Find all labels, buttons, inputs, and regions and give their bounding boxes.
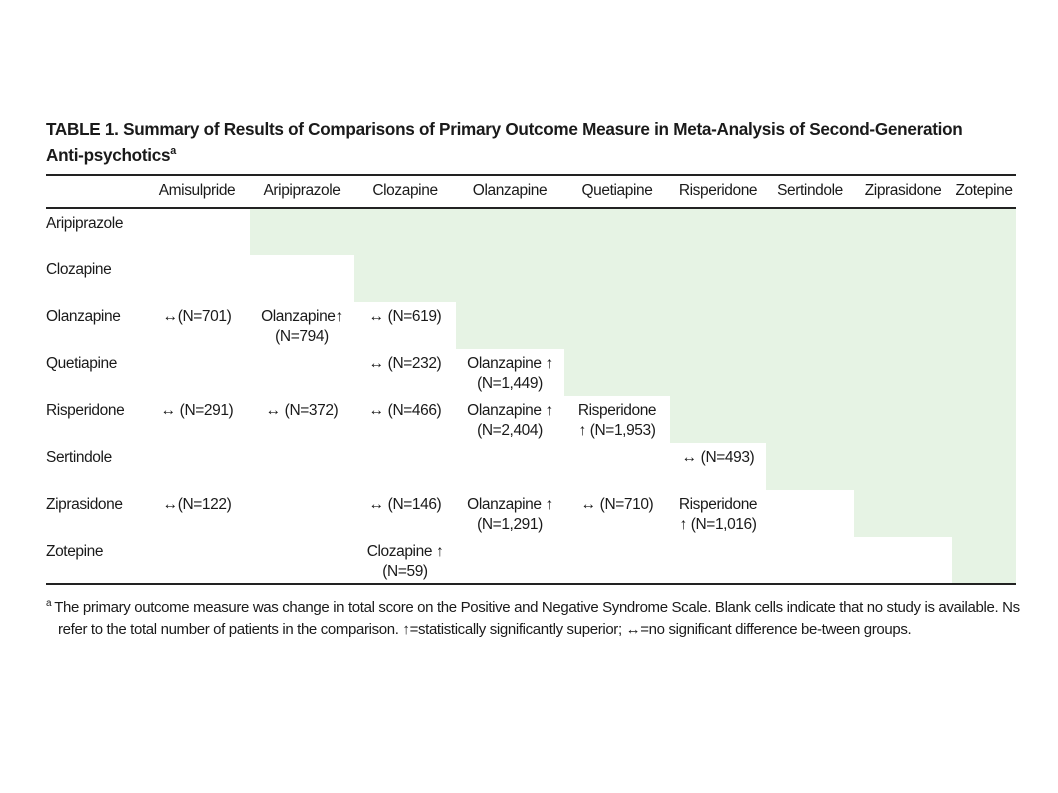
table-cell: ↔ (N=493) xyxy=(681,448,755,466)
table-cell xyxy=(952,349,1016,396)
table-cell xyxy=(250,443,354,490)
table-cell xyxy=(854,208,952,255)
table-cell xyxy=(144,443,250,490)
table-cell xyxy=(766,255,854,302)
table-row xyxy=(46,537,1016,584)
table-cell xyxy=(952,537,1016,584)
table-row xyxy=(46,443,1016,490)
table-cell xyxy=(766,208,854,255)
table-row xyxy=(46,490,1016,537)
table-cell xyxy=(854,302,952,349)
table-cell xyxy=(564,255,670,302)
table-cell xyxy=(854,396,952,443)
table-cell xyxy=(456,208,564,255)
table-footnote xyxy=(46,593,1030,641)
header-corner xyxy=(46,175,144,208)
table-cell: Clozapine ↑ (N=59) xyxy=(366,542,444,580)
table-cell xyxy=(144,537,250,584)
table-cell: ↔ (N=372) xyxy=(265,401,339,419)
table-cell xyxy=(144,208,250,255)
table-cell xyxy=(456,443,564,490)
column-header: Aripiprazole xyxy=(250,175,354,208)
table-cell xyxy=(952,490,1016,537)
table-cell xyxy=(250,490,354,537)
table-cell xyxy=(564,302,670,349)
table-cell: ↔(N=122) xyxy=(162,495,232,513)
table-header-row xyxy=(46,175,1016,208)
table-cell xyxy=(144,349,250,396)
table-cell: Olanzapine ↑ (N=1,291) xyxy=(467,495,553,533)
table-cell xyxy=(456,537,564,584)
table-cell: Olanzapine↑ (N=794) xyxy=(261,307,343,345)
table-cell xyxy=(564,443,670,490)
caption-footnote-marker: a xyxy=(170,145,176,157)
table-row xyxy=(46,208,1016,255)
table-cell: ↔ (N=232) xyxy=(368,354,442,372)
table-caption xyxy=(46,118,997,166)
footnote-marker: a xyxy=(46,597,52,609)
table-row xyxy=(46,396,1016,443)
column-header: Clozapine xyxy=(354,175,456,208)
row-header: Olanzapine xyxy=(46,307,121,325)
table-cell xyxy=(766,443,854,490)
table-body xyxy=(46,208,1016,584)
table-cell: ↔ (N=291) xyxy=(160,401,234,419)
table-cell xyxy=(670,255,766,302)
column-header: Zotepine xyxy=(952,175,1016,208)
table-cell xyxy=(952,255,1016,302)
table-cell: Risperidone ↑ (N=1,016) xyxy=(678,495,758,533)
table-cell xyxy=(250,349,354,396)
row-header: Sertindole xyxy=(46,448,112,466)
table-cell: Olanzapine ↑ (N=2,404) xyxy=(467,401,553,439)
column-header: Amisulpride xyxy=(144,175,250,208)
table-cell xyxy=(564,208,670,255)
table-cell: Olanzapine ↑ (N=1,449) xyxy=(467,354,553,392)
table-row xyxy=(46,349,1016,396)
column-header: Quetiapine xyxy=(564,175,670,208)
table-cell xyxy=(670,349,766,396)
table-cell xyxy=(952,443,1016,490)
table-cell xyxy=(854,490,952,537)
table-cell xyxy=(854,255,952,302)
table-cell xyxy=(854,443,952,490)
row-header: Quetiapine xyxy=(46,354,117,372)
table-cell: ↔ (N=466) xyxy=(368,401,442,419)
table-cell xyxy=(952,396,1016,443)
row-header: Clozapine xyxy=(46,260,112,278)
caption-text: TABLE 1. Summary of Results of Comparisons of Primary Outcome Measure in Meta-Analysis of Second-Generation Anti-psychotics xyxy=(46,119,963,165)
table-cell xyxy=(766,537,854,584)
table-cell xyxy=(766,490,854,537)
table-cell xyxy=(952,208,1016,255)
table-cell: ↔(N=701) xyxy=(162,307,232,325)
table-cell xyxy=(670,537,766,584)
row-header: Ziprasidone xyxy=(46,495,123,513)
table-cell xyxy=(670,302,766,349)
table-cell xyxy=(144,255,250,302)
table-cell xyxy=(952,302,1016,349)
footnote-text: The primary outcome measure was change in total score on the Positive and Negative Syndrome Scale. Blank cells indicate that no study is available. Ns refer to the total number of patients in the comparison. ↑=statistically significantly superior; ↔=no significant difference be-tween groups. xyxy=(54,598,1020,638)
table-cell xyxy=(854,537,952,584)
table-cell xyxy=(456,302,564,349)
table-row xyxy=(46,255,1016,302)
table-cell xyxy=(250,255,354,302)
column-header: Olanzapine xyxy=(456,175,564,208)
table-cell xyxy=(564,537,670,584)
table-cell: ↔ (N=619) xyxy=(368,307,442,325)
table-cell xyxy=(354,255,456,302)
row-header: Zotepine xyxy=(46,542,104,560)
table-cell xyxy=(670,396,766,443)
table-cell: ↔ (N=146) xyxy=(368,495,442,513)
table-cell: Risperidone ↑ (N=1,953) xyxy=(577,401,657,439)
table-cell xyxy=(354,443,456,490)
table-row xyxy=(46,302,1016,349)
column-header: Sertindole xyxy=(766,175,854,208)
column-header: Ziprasidone xyxy=(854,175,952,208)
row-header: Risperidone xyxy=(46,401,125,419)
table-cell xyxy=(250,208,354,255)
table-cell xyxy=(250,537,354,584)
comparison-table xyxy=(46,174,1016,585)
table-cell xyxy=(354,208,456,255)
table-cell xyxy=(670,208,766,255)
table-cell xyxy=(456,255,564,302)
table-cell xyxy=(766,349,854,396)
table-cell xyxy=(854,349,952,396)
table-cell xyxy=(766,396,854,443)
table-cell xyxy=(766,302,854,349)
table-block xyxy=(46,118,1020,641)
table-cell xyxy=(564,349,670,396)
column-header: Risperidone xyxy=(670,175,766,208)
table-cell: ↔ (N=710) xyxy=(580,495,654,513)
row-header: Aripiprazole xyxy=(46,214,124,232)
